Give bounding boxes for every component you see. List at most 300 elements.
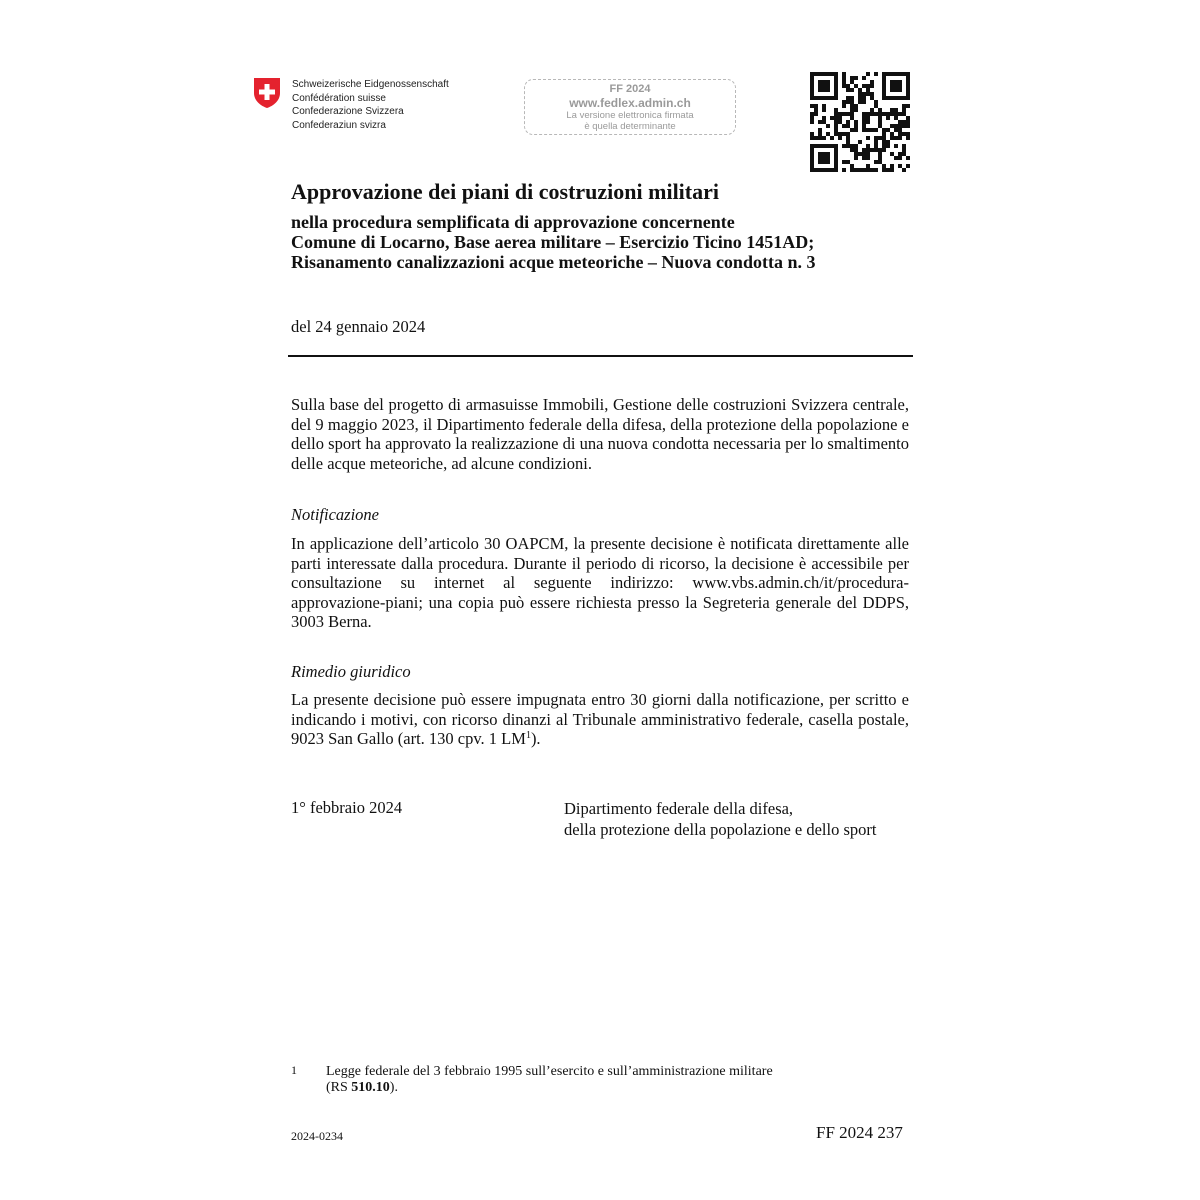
qr-module <box>882 112 886 116</box>
qr-module <box>866 144 870 148</box>
qr-module <box>846 160 850 164</box>
qr-module <box>902 148 906 152</box>
qr-module <box>810 96 814 100</box>
qr-module <box>874 148 878 152</box>
qr-module <box>882 72 886 76</box>
qr-module <box>826 124 830 128</box>
qr-module <box>898 164 902 168</box>
qr-module <box>906 92 910 96</box>
qr-module <box>834 128 838 132</box>
document-id: 2024-0234 <box>291 1129 343 1143</box>
qr-module <box>842 100 846 104</box>
qr-module <box>862 120 866 124</box>
qr-module <box>894 84 898 88</box>
qr-module <box>894 72 898 76</box>
qr-module <box>858 100 862 104</box>
qr-module <box>834 108 838 112</box>
qr-module <box>894 108 898 112</box>
qr-module <box>818 72 822 76</box>
qr-module <box>898 72 902 76</box>
qr-module <box>810 112 814 116</box>
qr-module <box>830 116 834 120</box>
qr-module <box>818 144 822 148</box>
footnote-line-2 <box>326 1080 773 1096</box>
qr-module <box>886 112 890 116</box>
qr-module <box>898 128 902 132</box>
qr-module <box>866 128 870 132</box>
qr-module <box>886 168 890 172</box>
federal-name-fr: Confédération suisse <box>292 92 386 104</box>
qr-module <box>874 72 878 76</box>
qr-module <box>906 76 910 80</box>
remedy-heading: Rimedio giuridico <box>291 662 411 681</box>
qr-module <box>902 104 906 108</box>
footnote-line-1: Legge federale del 3 febbraio 1995 sull’esercito e sull’amministrazione militare <box>326 1064 773 1079</box>
qr-module <box>846 88 850 92</box>
qr-module <box>842 84 846 88</box>
qr-module <box>846 132 850 136</box>
qr-module <box>850 80 854 84</box>
qr-module <box>826 96 830 100</box>
qr-module <box>818 160 822 164</box>
qr-module <box>866 116 870 120</box>
qr-module <box>814 104 818 108</box>
qr-module <box>890 84 894 88</box>
qr-module <box>822 108 826 112</box>
qr-module <box>814 144 818 148</box>
qr-module <box>858 152 862 156</box>
qr-module <box>906 88 910 92</box>
qr-module <box>834 152 838 156</box>
qr-module <box>810 152 814 156</box>
qr-module <box>858 140 862 144</box>
qr-module <box>882 144 886 148</box>
qr-module <box>854 76 858 80</box>
qr-module <box>842 104 846 108</box>
qr-module <box>818 136 822 140</box>
qr-module <box>878 156 882 160</box>
qr-module <box>822 136 826 140</box>
qr-module <box>818 152 822 156</box>
qr-module <box>834 72 838 76</box>
qr-module <box>834 80 838 84</box>
qr-module <box>866 84 870 88</box>
qr-module <box>834 160 838 164</box>
qr-module <box>878 160 882 164</box>
qr-module <box>882 76 886 80</box>
qr-module <box>906 104 910 108</box>
qr-module <box>866 112 870 116</box>
qr-module <box>822 116 826 120</box>
qr-module <box>906 164 910 168</box>
qr-module <box>858 96 862 100</box>
qr-module <box>822 144 826 148</box>
page-title: Approvazione dei piani di costruzioni militari <box>291 179 720 204</box>
qr-module <box>858 168 862 172</box>
qr-module <box>894 156 898 160</box>
subtitle-line-2: Comune di Locarno, Base aerea militare – Esercizio Ticino 1451AD; <box>291 232 815 252</box>
qr-module <box>890 124 894 128</box>
qr-module <box>862 92 866 96</box>
stamp-line-4: è quella determinante <box>584 121 676 132</box>
qr-module <box>826 144 830 148</box>
qr-module <box>814 72 818 76</box>
qr-module <box>834 168 838 172</box>
intro-paragraph: Sulla base del progetto di armasuisse Immobili, Gestione delle costruzioni Svizzera centrale, del 9 maggio 2023, il Dipartimento federale della difesa, della protezione della popolazione e dello sport ha approvato la realizzazione di una nuova condotta necessaria per lo smaltimento delle acque meteoriche, ad alcune condizioni. <box>291 395 909 473</box>
qr-module <box>862 152 866 156</box>
qr-module <box>842 72 846 76</box>
qr-module <box>906 156 910 160</box>
qr-module <box>870 108 874 112</box>
notification-paragraph: In applicazione dell’articolo 30 OAPCM, la presente decisione è notificata direttamente alle parti interessate dalla procedura. Durante il periodo di ricorso, la decisione è accessibile per consultazione su internet al seguente indirizzo: www.vbs.admin.ch/it/procedura-approvazione-piani; una copia può essere richiesta presso la Segreteria generale del DDPS, 3003 Berna. <box>291 534 909 631</box>
qr-module <box>810 80 814 84</box>
qr-module <box>882 132 886 136</box>
qr-module <box>862 156 866 160</box>
remedy-text-end: ). <box>530 729 541 748</box>
stamp-line-1: FF 2024 <box>609 83 651 95</box>
ff-reference: FF 2024 237 <box>816 1123 903 1142</box>
qr-module <box>822 96 826 100</box>
qr-module <box>838 112 842 116</box>
qr-module <box>838 132 842 136</box>
qr-module <box>874 112 878 116</box>
qr-module <box>858 92 862 96</box>
qr-module <box>862 112 866 116</box>
qr-module <box>878 124 882 128</box>
qr-module <box>898 136 902 140</box>
qr-module <box>854 152 858 156</box>
qr-module <box>846 120 850 124</box>
qr-module <box>906 84 910 88</box>
qr-module <box>894 128 898 132</box>
qr-module <box>862 96 866 100</box>
qr-module <box>810 92 814 96</box>
qr-module <box>826 168 830 172</box>
qr-module <box>870 168 874 172</box>
qr-module <box>818 156 822 160</box>
qr-module <box>874 100 878 104</box>
federal-name-de: Schweizerische Eidgenossenschaft <box>292 79 449 90</box>
qr-module <box>878 120 882 124</box>
qr-module <box>886 140 890 144</box>
qr-module <box>850 116 854 120</box>
remedy-paragraph <box>291 690 909 749</box>
stamp-line-3: La versione elettronica firmata <box>566 110 694 121</box>
qr-module <box>814 168 818 172</box>
qr-code-icon <box>810 72 910 172</box>
qr-module <box>874 140 878 144</box>
qr-module <box>850 88 854 92</box>
footnote-rs-suffix: ). <box>389 1080 398 1095</box>
qr-module <box>898 124 902 128</box>
qr-module <box>870 80 874 84</box>
qr-module <box>862 100 866 104</box>
qr-module <box>870 128 874 132</box>
qr-module <box>834 148 838 152</box>
qr-module <box>894 124 898 128</box>
qr-module <box>854 148 858 152</box>
qr-module <box>902 96 906 100</box>
qr-module <box>850 100 854 104</box>
qr-module <box>890 132 894 136</box>
qr-module <box>878 152 882 156</box>
qr-module <box>898 80 902 84</box>
qr-module <box>834 144 838 148</box>
qr-module <box>850 168 854 172</box>
qr-module <box>810 168 814 172</box>
qr-module <box>850 104 854 108</box>
qr-module <box>826 156 830 160</box>
qr-module <box>882 128 886 132</box>
qr-module <box>846 144 850 148</box>
qr-module <box>862 116 866 120</box>
qr-module <box>834 76 838 80</box>
qr-module <box>850 112 854 116</box>
qr-module <box>810 116 814 120</box>
qr-module <box>850 144 854 148</box>
qr-module <box>826 80 830 84</box>
qr-module <box>842 160 846 164</box>
qr-module <box>866 88 870 92</box>
federal-name-rm: Confederaziun svizra <box>292 119 386 131</box>
qr-module <box>902 144 906 148</box>
qr-module <box>894 144 898 148</box>
qr-module <box>810 160 814 164</box>
qr-module <box>898 156 902 160</box>
qr-module <box>866 152 870 156</box>
qr-module <box>906 116 910 120</box>
qr-module <box>894 136 898 140</box>
qr-module <box>830 72 834 76</box>
qr-module <box>854 108 858 112</box>
qr-module <box>842 76 846 80</box>
qr-module <box>906 96 910 100</box>
qr-module <box>866 120 870 124</box>
stamp-line-2: www.fedlex.admin.ch <box>569 96 691 110</box>
qr-module <box>882 164 886 168</box>
subtitle-line-1: nella procedura semplificata di approvazione concernente <box>291 212 735 232</box>
qr-module <box>834 156 838 160</box>
qr-module <box>890 108 894 112</box>
qr-module <box>882 92 886 96</box>
subtitle <box>291 212 815 272</box>
qr-module <box>874 104 878 108</box>
qr-module <box>906 72 910 76</box>
qr-module <box>886 72 890 76</box>
qr-module <box>822 160 826 164</box>
qr-module <box>870 84 874 88</box>
qr-module <box>886 116 890 120</box>
qr-module <box>894 96 898 100</box>
qr-module <box>902 152 906 156</box>
qr-module <box>810 132 814 136</box>
qr-module <box>874 160 878 164</box>
qr-module <box>874 136 878 140</box>
qr-module <box>882 148 886 152</box>
qr-module <box>890 96 894 100</box>
qr-module <box>826 88 830 92</box>
qr-module <box>902 112 906 116</box>
ff-stamp <box>524 79 736 135</box>
qr-module <box>834 92 838 96</box>
qr-module <box>902 124 906 128</box>
qr-module <box>814 136 818 140</box>
qr-module <box>842 112 846 116</box>
qr-module <box>810 144 814 148</box>
qr-module <box>870 112 874 116</box>
qr-module <box>842 132 846 136</box>
qr-module <box>906 136 910 140</box>
qr-module <box>826 152 830 156</box>
footnote-text <box>326 1064 773 1096</box>
qr-module <box>886 96 890 100</box>
qr-module <box>822 80 826 84</box>
department-line-2: della protezione della popolazione e dello sport <box>564 820 877 839</box>
qr-module <box>834 124 838 128</box>
qr-module <box>898 96 902 100</box>
qr-module <box>894 80 898 84</box>
qr-module <box>822 168 826 172</box>
qr-module <box>882 136 886 140</box>
qr-module <box>882 80 886 84</box>
qr-module <box>902 108 906 112</box>
qr-module <box>834 116 838 120</box>
qr-module <box>854 144 858 148</box>
qr-module <box>862 124 866 128</box>
qr-module <box>810 76 814 80</box>
qr-module <box>810 136 814 140</box>
qr-module <box>862 76 866 80</box>
qr-module <box>862 84 866 88</box>
qr-module <box>818 120 822 124</box>
qr-module <box>854 120 858 124</box>
qr-module <box>822 120 826 124</box>
qr-module <box>866 72 870 76</box>
qr-module <box>826 132 830 136</box>
qr-module <box>818 128 822 132</box>
federal-name-it: Confederazione Svizzera <box>292 106 404 117</box>
qr-module <box>898 152 902 156</box>
qr-module <box>874 168 878 172</box>
qr-module <box>862 128 866 132</box>
qr-module <box>826 84 830 88</box>
qr-module <box>846 100 850 104</box>
qr-module <box>902 72 906 76</box>
qr-module <box>810 88 814 92</box>
qr-module <box>854 156 858 160</box>
qr-module <box>826 160 830 164</box>
qr-module <box>834 84 838 88</box>
qr-module <box>890 72 894 76</box>
qr-module <box>890 152 894 156</box>
qr-module <box>878 148 882 152</box>
footnote-reference: 1 <box>525 730 531 741</box>
qr-module <box>822 152 826 156</box>
qr-module <box>890 112 894 116</box>
qr-module <box>894 88 898 92</box>
qr-module <box>862 168 866 172</box>
qr-module <box>866 156 870 160</box>
qr-module <box>902 168 906 172</box>
qr-module <box>882 168 886 172</box>
qr-module <box>866 168 870 172</box>
qr-module <box>810 84 814 88</box>
qr-module <box>906 132 910 136</box>
subtitle-line-3: Risanamento canalizzazioni acque meteoriche – Nuova condotta n. 3 <box>291 252 816 272</box>
qr-module <box>886 128 890 132</box>
swiss-cross-emblem <box>253 77 281 109</box>
notification-heading: Notificazione <box>291 505 379 524</box>
qr-module <box>906 80 910 84</box>
qr-module <box>886 144 890 148</box>
qr-module <box>822 88 826 92</box>
qr-module <box>830 168 834 172</box>
qr-module <box>818 80 822 84</box>
qr-module <box>898 84 902 88</box>
qr-module <box>906 120 910 124</box>
qr-module <box>850 96 854 100</box>
qr-module <box>846 112 850 116</box>
qr-module <box>902 120 906 124</box>
remedy-text: La presente decisione può essere impugnata entro 30 giorni dalla notificazione, per scritto e indicando i motivi, con ricorso dinanzi al Tribunale amministrativo federale, casella postale, 9023 San Gallo (art. 130 cpv. 1 LM <box>291 690 909 748</box>
qr-module <box>890 168 894 172</box>
federal-names <box>292 78 449 132</box>
qr-module <box>834 112 838 116</box>
qr-module <box>846 140 850 144</box>
qr-module <box>882 140 886 144</box>
qr-module <box>834 164 838 168</box>
qr-module <box>818 84 822 88</box>
qr-module <box>822 104 826 108</box>
qr-module <box>830 96 834 100</box>
qr-module <box>890 80 894 84</box>
qr-module <box>890 88 894 92</box>
qr-module <box>830 136 834 140</box>
qr-module <box>822 84 826 88</box>
qr-module <box>862 148 866 152</box>
qr-module <box>846 96 850 100</box>
qr-module <box>882 84 886 88</box>
qr-module <box>810 72 814 76</box>
qr-module <box>854 168 858 172</box>
qr-module <box>850 164 854 168</box>
qr-module <box>826 72 830 76</box>
department-line-1: Dipartimento federale della difesa, <box>564 799 794 818</box>
qr-module <box>810 148 814 152</box>
qr-module <box>866 164 870 168</box>
qr-module <box>854 84 858 88</box>
qr-module <box>874 144 878 148</box>
qr-module <box>890 136 894 140</box>
qr-module <box>814 96 818 100</box>
qr-module <box>838 120 842 124</box>
qr-module <box>814 108 818 112</box>
qr-module <box>842 168 846 172</box>
qr-module <box>890 164 894 168</box>
qr-module <box>818 88 822 92</box>
qr-module <box>898 112 902 116</box>
qr-module <box>834 88 838 92</box>
qr-module <box>834 132 838 136</box>
footnote-number: 1 <box>291 1063 297 1077</box>
qr-module <box>898 88 902 92</box>
qr-module <box>906 124 910 128</box>
qr-module <box>834 120 838 124</box>
qr-module <box>850 128 854 132</box>
qr-module <box>838 116 842 120</box>
qr-module <box>842 144 846 148</box>
qr-module <box>850 148 854 152</box>
